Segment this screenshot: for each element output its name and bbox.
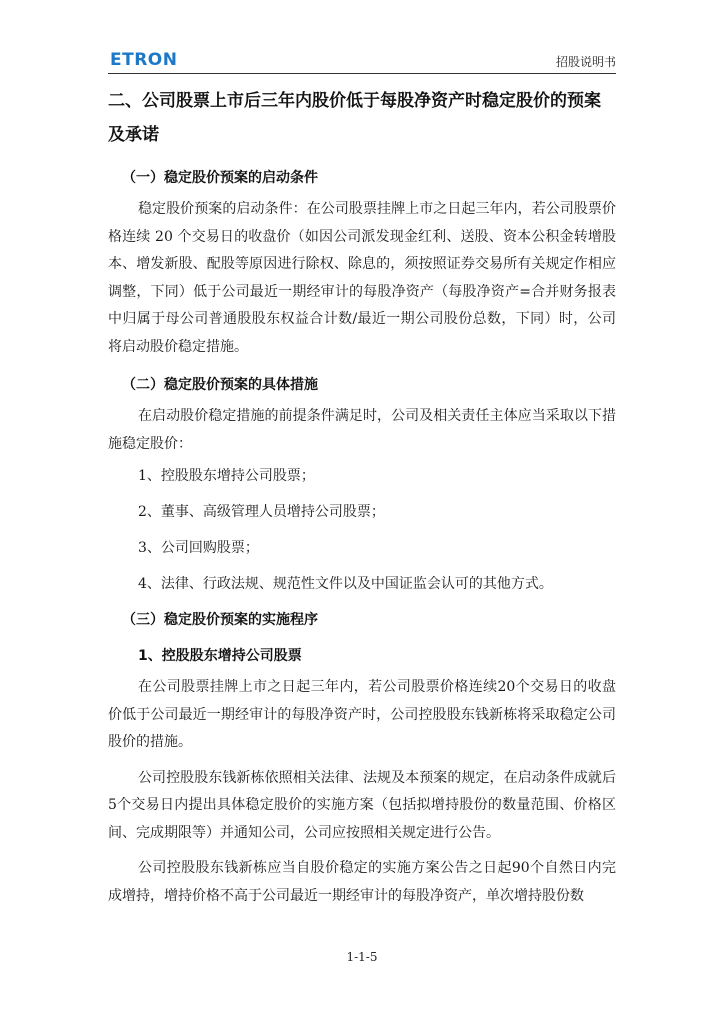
paragraph-procedure-3: 公司控股股东钱新栋应当自股价稳定的实施方案公告之日起90个自然日内完成增持，增持价格不高于公司最近一期经审计的每股净资产，单次增持股份数 bbox=[108, 860, 616, 904]
list-item-measure-1: 1、控股股东增持公司股票； bbox=[138, 468, 315, 484]
subsection-title-procedure: （三）稳定股价预案的实施程序 bbox=[122, 612, 318, 628]
list-item-measure-4: 4、法律、行政法规、规范性文件以及中国证监会认可的其他方式。 bbox=[138, 576, 553, 592]
subsection-title-start-conditions: （一）稳定股价预案的启动条件 bbox=[122, 170, 318, 186]
section-title: 二、公司股票上市后三年内股价低于每股净资产时稳定股价的预案及承诺 bbox=[108, 91, 601, 145]
header-divider bbox=[108, 73, 616, 74]
paragraph-procedure-2: 公司控股股东钱新栋依照相关法律、法规及本预案的规定，在启动条件成就后5个交易日内提出具体稳定股价的实施方案（包括拟增持股份的数量范围、价格区间、完成期限等）并通知公司，公司应按照相关规定进行公告。 bbox=[108, 769, 616, 841]
paragraph-start-conditions: 稳定股价预案的启动条件：在公司股票挂牌上市之日起三年内，若公司股票价格连续 20 个交易日的收盘价（如因公司派发现金红利、送股、资本公积金转增股本、增发新股、配股等原因进行除权、除息的，须按照证券交易所有关规定作相应调整，下同）低于公司最近一期经审计的每股净资产（每股净资产=合并财务报表中归属于母公司普通股股东权益合计数/最近一期公司股份总数，下同）时，公司将启动股价稳定措施。 bbox=[108, 201, 616, 355]
company-logo: ETRON bbox=[110, 50, 178, 70]
subsection-title-measures: （二）稳定股价预案的具体措施 bbox=[122, 377, 318, 393]
list-item-measure-2: 2、董事、高级管理人员增持公司股票； bbox=[138, 504, 385, 520]
document-body bbox=[108, 84, 616, 910]
document-type-label: 招股说明书 bbox=[555, 55, 616, 69]
list-item-measure-3: 3、公司回购股票； bbox=[138, 540, 259, 556]
paragraph-measures-intro: 在启动股价稳定措施的前提条件满足时，公司及相关责任主体应当采取以下措施稳定股价： bbox=[108, 408, 616, 452]
page-header bbox=[108, 50, 616, 72]
page-number: 1-1-5 bbox=[346, 950, 378, 964]
paragraph-procedure-1: 在公司股票挂牌上市之日起三年内，若公司股票价格连续20个交易日的收盘价低于公司最近一期经审计的每股净资产时，公司控股股东钱新栋将采取稳定公司股价的措施。 bbox=[108, 679, 616, 750]
procedure-subtitle: 1、控股股东增持公司股票 bbox=[138, 648, 302, 664]
